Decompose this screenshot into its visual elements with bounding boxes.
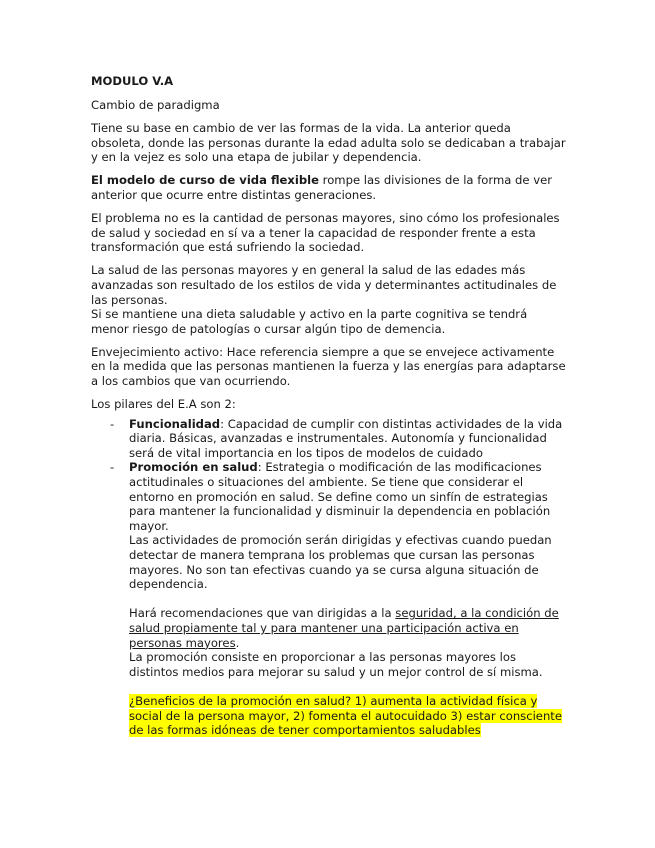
subtitle: Cambio de paradigma: [91, 98, 220, 112]
pillar-functionality-term: Funcionalidad: [129, 416, 221, 431]
paragraph-flexible-model: [91, 173, 566, 202]
paragraph-active-aging: Envejecimiento activo: Hace referencia siempre a que se envejece activamente en la medida que las personas mantienen la fuerza y las energías para adaptarse a los cambios que van ocurriendo.: [91, 344, 566, 388]
promotion-definition-text: La promoción consiste en proporcionar a las personas mayores los distintos medios para mejorar su salud y un mejor control de sí misma.: [129, 650, 543, 679]
recommendations-pre: Hará recomendaciones que van dirigidas a la: [129, 606, 396, 621]
recommendations-post: .: [235, 635, 240, 650]
highlighted-benefits: ¿Beneficios de la promoción en salud? 1) aumenta la actividad física y social de la persona mayor, 2) fomenta el autocuidado 3) estar consciente de las formas idóneas de tener comportamientos saludables: [129, 693, 562, 738]
pillar-functionality-text: : Capacidad de cumplir con distintas actividades de la vida diaria. Básicas, avanzadas e instrumentales. Autonomía y funcionalidad será de vital importancia en los tipos de modelos de cuidado: [129, 416, 563, 460]
health-text-a: La salud de las personas mayores y en general la salud de las edades más avanzadas son resultado de los estilos de vida y determinantes actitudinales de las personas.: [91, 263, 557, 307]
bullet-dash: -: [110, 416, 115, 431]
pillar-promotion-term: Promoción en salud: [129, 460, 258, 475]
list-item: [91, 460, 566, 737]
recommendations-underlined: seguridad, a la condición de salud propiamente tal y para mantener una participación activa en personas mayores: [129, 606, 559, 650]
bullet-dash: -: [110, 460, 115, 475]
pillars-list: [91, 417, 566, 738]
health-text-b: Si se mantiene una dieta saludable y activo en la parte cognitiva se tendrá menor riesgo de patologías o cursar algún tipo de demencia.: [91, 307, 528, 336]
paragraph-pillars-intro: Los pilares del E.A son 2:: [91, 397, 236, 412]
flexible-model-term: El modelo de curso de vida flexible: [91, 173, 319, 188]
paragraph-base: Tiene su base en cambio de ver las formas de la vida. La anterior queda obsoleta, donde las personas durante la edad adulta solo se dedicaban a trabajar y en la vejez es solo una etapa de jubilar y dependencia.: [91, 121, 566, 165]
document-title: MODULO V.A: [91, 74, 174, 88]
list-item: [91, 417, 566, 461]
flexible-model-text: rompe las divisiones de la forma de ver anterior que ocurre entre distintas generaciones.: [91, 173, 552, 202]
pillar-promotion-text: : Estrategia o modificación de las modificaciones actitudinales o situaciones del ambiente. Se tiene que considerar el entorno en promoción en salud. Se define como un sinfín de estrategias para mantener la funcionalidad y disminuir la dependencia en población mayor.: [129, 460, 551, 533]
paragraph-problem: El problema no es la cantidad de personas mayores, sino cómo los profesionales de salud y sociedad en sí va a tener la capacidad de responder frente a esta transformación que está sufriendo la sociedad.: [91, 211, 560, 255]
blank-line: [129, 679, 566, 694]
promotion-activities-text: Las actividades de promoción serán dirigidas y efectivas cuando puedan detectar de manera temprana los problemas que cursan las personas mayores. No son tan efectivas cuando ya se cursa alguna situación de dependencia.: [129, 533, 552, 592]
paragraph-health: [91, 263, 566, 336]
document-page: [91, 74, 566, 738]
blank-line: [129, 592, 566, 607]
